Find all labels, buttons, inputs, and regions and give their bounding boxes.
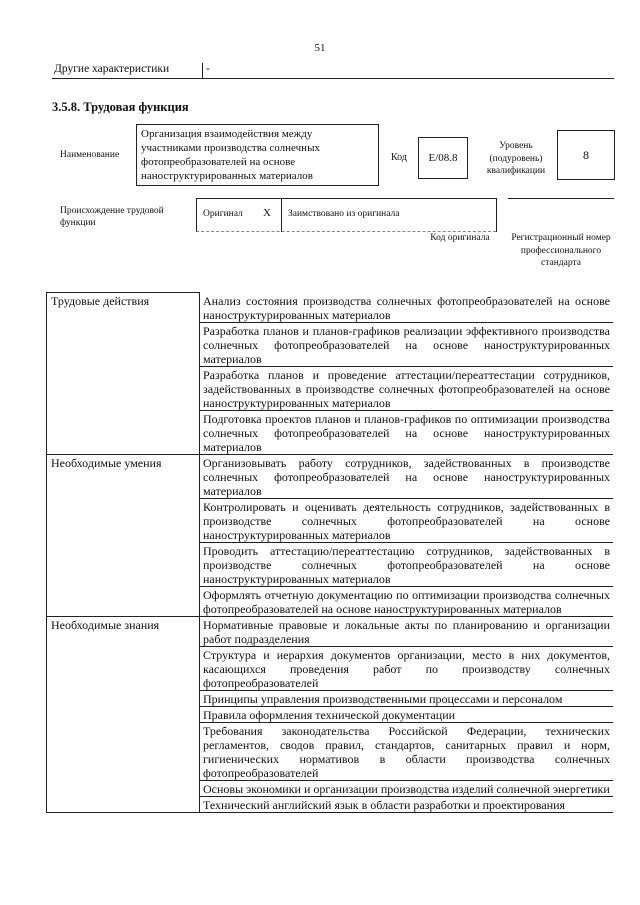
item-cell: Нормативные правовые и локальные акты по планированию и организации работ подразделения (200, 616, 614, 646)
reg-number-label: Регистрационный номер профессионального стандарта (511, 233, 611, 268)
item-cell: Подготовка проектов планов и планов-графиков по оптимизации производства солнечных фотопреобразователей на основе наноструктурированных материалов (200, 410, 614, 454)
item-cell: Разработка планов и планов-графиков реализации эффективного производства солнечных фотопреобразователей на основе наноструктурированных материалов (200, 322, 614, 366)
item-cell: Разработка планов и проведение аттестации/переаттестации сотрудников, задействованных в производстве солнечных фотопреобразователей на основе наноструктурированных материалов (200, 366, 614, 410)
item-cell: Структура и иерархия документов организации, место в них документов, касающихся проведения работ по производству солнечных фотопреобразователей (200, 646, 614, 690)
category-cell (47, 706, 200, 722)
table-row (47, 616, 614, 646)
code-original-box (496, 198, 506, 232)
item-cell: Правила оформления технической документации (200, 706, 614, 722)
category-cell (47, 646, 200, 690)
category-cell (47, 366, 200, 410)
section-title: 3.5.8. Трудовая функция (52, 100, 189, 114)
item-cell: Принципы управления производственными процессами и персоналом (200, 690, 614, 706)
code-original-label: Код оригинала (430, 233, 490, 243)
category-cell (47, 410, 200, 454)
reg-number-box (508, 198, 614, 232)
other-characteristics-value: - (202, 63, 210, 78)
item-cell: Основы экономики и организации производства изделий солнечной энергетики (200, 780, 614, 796)
category-cell: Трудовые действия (47, 293, 200, 323)
table-row (47, 366, 614, 410)
name-value: Организация взаимодействия между участниками производства солнечных фотопреобразователей на основе наноструктурированных материалов (136, 124, 379, 186)
code-value: E/08.8 (418, 137, 468, 179)
category-cell (47, 498, 200, 542)
page-number: 51 (314, 42, 326, 54)
table-row (47, 796, 614, 812)
category-cell: Необходимые умения (47, 454, 200, 498)
origin-original-label: Оригинал (203, 209, 243, 219)
origin-borrowed-label: Заимствовано из оригинала (288, 209, 400, 219)
table-row (47, 542, 614, 586)
item-cell: Контролировать и оценивать деятельность сотрудников, задействованных в производстве солнечных фотопреобразователей на основе наноструктурированных материалов (200, 498, 614, 542)
table-row (47, 722, 614, 780)
category-cell (47, 690, 200, 706)
level-label: Уровень (подуровень) квалификации (486, 141, 546, 176)
item-cell: Анализ состояния производства солнечных фотопреобразователей на основе наноструктурированных материалов (200, 293, 614, 323)
category-cell (47, 322, 200, 366)
category-cell (47, 586, 200, 616)
name-label: Наименование (60, 150, 120, 160)
origin-label: Происхождение трудовой функции (60, 206, 164, 228)
category-cell (47, 542, 200, 586)
table-row (47, 690, 614, 706)
origin-divider (281, 198, 282, 232)
category-cell (47, 796, 200, 812)
origin-original-mark: X (263, 207, 271, 219)
category-cell: Необходимые знания (47, 616, 200, 646)
item-cell: Требования законодательства Российской Федерации, технических регламентов, сводов правил, стандартов, санитарных правил и норм, гигиенических нормативов в области производства солнечных фотопреобразователей (200, 722, 614, 780)
level-value: 8 (557, 130, 615, 180)
table-row (47, 706, 614, 722)
item-cell: Организовывать работу сотрудников, задействованных в производстве солнечных фотопреобразователей на основе наноструктурированных материалов (200, 454, 614, 498)
item-cell: Оформлять отчетную документацию по оптимизации производства солнечных фотопреобразователей на основе наноструктурированных материалов (200, 586, 614, 616)
category-cell (47, 722, 200, 780)
other-characteristics-row (52, 62, 614, 79)
other-characteristics-label: Другие характеристики (54, 63, 170, 75)
item-cell: Проводить аттестацию/переаттестацию сотрудников, задействованных в производстве солнечных фотопреобразователей на основе наноструктурированных материалов (200, 542, 614, 586)
item-cell: Технический английский язык в области разработки и проектирования (200, 796, 614, 812)
code-label: Код (391, 152, 407, 163)
table-row (47, 646, 614, 690)
table-row (47, 780, 614, 796)
table-row (47, 293, 614, 323)
table-row (47, 586, 614, 616)
function-details-table (46, 292, 613, 813)
table-row (47, 498, 614, 542)
table-row (47, 454, 614, 498)
table-row (47, 322, 614, 366)
table-row (47, 410, 614, 454)
category-cell (47, 780, 200, 796)
